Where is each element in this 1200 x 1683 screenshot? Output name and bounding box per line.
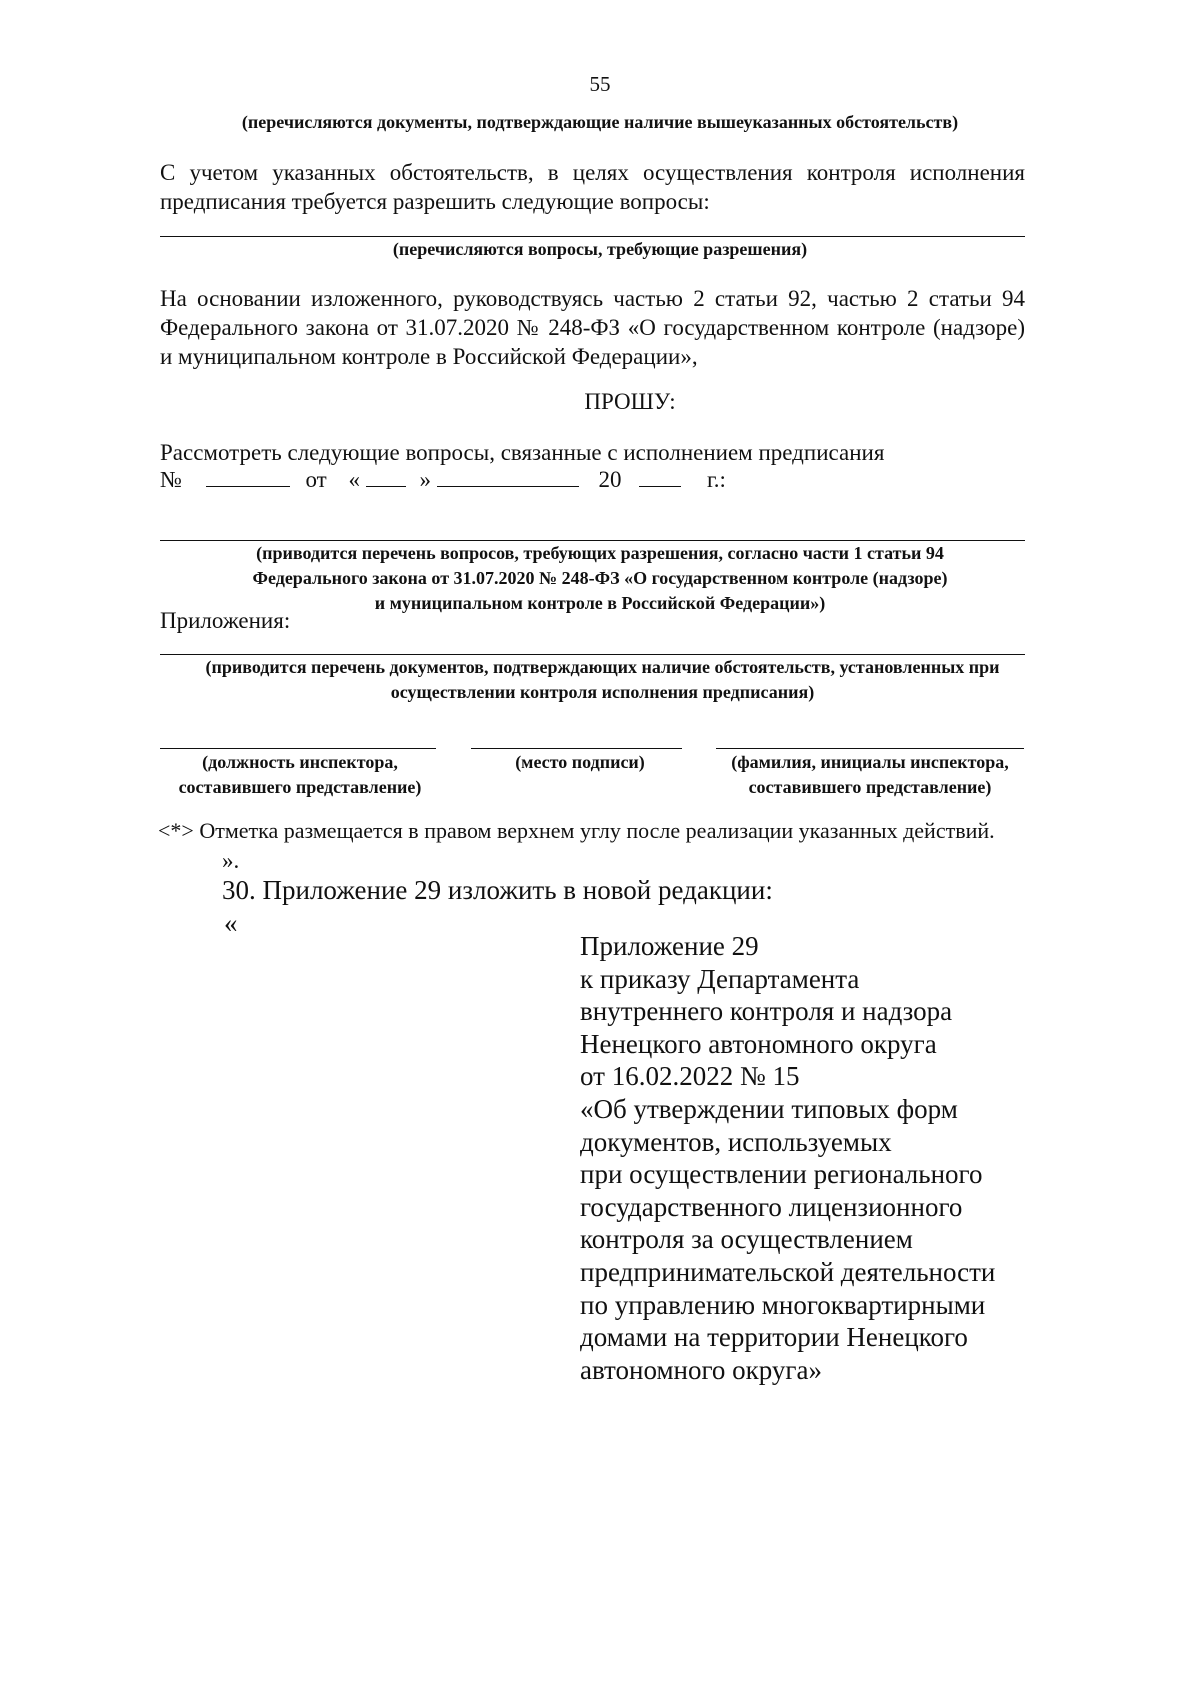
intro-line-1: С учетом указанных обстоятельств, в целях осуществления контроля исполнения	[160, 160, 1025, 185]
list-note-line-2: Федерального закона от 31.07.2020 № 248-ФЗ «О государственном контроле (надзоре)	[252, 568, 948, 588]
intro-line-2: предписания требуется разрешить следующие вопросы:	[160, 189, 710, 214]
request-line-1: Рассмотреть следующие вопросы, связанные с исполнением предписания	[160, 440, 885, 465]
annex-line: к приказу Департамента	[580, 963, 860, 994]
annex-line: Приложение 29	[580, 931, 759, 961]
name-caption-line-1: (фамилия, инициалы инспектора,	[731, 752, 1009, 772]
position-caption-line-2: составившего представление)	[178, 777, 422, 797]
attachments-label: Приложения:	[160, 608, 291, 633]
page-number: 55	[589, 72, 611, 96]
opening-quote: «	[224, 908, 238, 938]
month-blank	[437, 466, 579, 487]
annex-header	[580, 930, 1020, 1386]
day-quote-open: «	[348, 467, 360, 492]
questions-note: (перечисляются вопросы, требующие разрешения)	[392, 239, 808, 259]
annex-line: предпринимательской деятельности	[580, 1256, 996, 1287]
documents-note: (перечисляются документы, подтверждающие наличие вышеуказанных обстоятельств)	[241, 112, 959, 132]
day-quote-close: »	[419, 467, 431, 492]
year-suffix: г.:	[706, 467, 726, 492]
item-30: 30. Приложение 29 изложить в новой редакции:	[222, 875, 773, 905]
place-caption: (место подписи)	[515, 752, 645, 772]
footnote: <*> Отметка размещается в правом верхнем углу после реализации указанных действий.	[158, 818, 995, 843]
request-fill-row	[160, 465, 1025, 494]
number-blank	[206, 466, 290, 487]
annex-line: от 16.02.2022 № 15	[580, 1061, 800, 1092]
annex-line: внутреннего контроля и надзора	[580, 996, 953, 1027]
list-note	[160, 541, 1040, 616]
number-sign: №	[160, 467, 182, 492]
basis-line-3: и муниципальном контроле в Российской Федерации»,	[160, 344, 698, 369]
year-blank	[639, 466, 681, 487]
intro-paragraph	[160, 158, 1025, 216]
basis-line-1: На основании изложенного, руководствуясь частью 2 статьи 92, частью 2 статьи 94	[160, 286, 1025, 311]
name-caption-line-2: составившего представление)	[748, 777, 992, 797]
request-heading: ПРОШУ:	[584, 389, 676, 414]
annex-line: при осуществлении регионального	[580, 1159, 983, 1190]
annex-line: автономного округа»	[580, 1354, 822, 1385]
position-caption-line-1: (должность инспектора,	[202, 752, 398, 772]
name-caption	[710, 750, 1030, 800]
day-blank	[366, 466, 406, 487]
from-label: от	[305, 467, 327, 492]
attachments-note	[160, 655, 1045, 705]
list-note-line-1: (приводится перечень вопросов, требующих разрешения, согласно части 1 статьи 94	[256, 543, 944, 563]
list-note-line-3: и муниципальном контроле в Российской Федерации»)	[374, 593, 826, 613]
annex-line: «Об утверждении типовых форм	[580, 1093, 958, 1124]
annex-line: по управлению многоквартирными	[580, 1289, 986, 1320]
annex-line: контроля за осуществлением	[580, 1224, 913, 1255]
name-rule	[716, 748, 1024, 749]
basis-line-2: Федерального закона от 31.07.2020 № 248-ФЗ «О государственном контроле (надзоре)	[160, 315, 1025, 340]
annex-line: документов, используемых	[580, 1126, 892, 1157]
place-rule	[471, 748, 682, 749]
attachments-note-line-2: осуществлении контроля исполнения предписания)	[390, 682, 815, 702]
closing-quote: ».	[222, 848, 240, 873]
position-rule	[160, 748, 436, 749]
year-prefix: 20	[598, 467, 622, 492]
annex-line: государственного лицензионного	[580, 1191, 963, 1222]
basis-paragraph	[160, 284, 1025, 371]
attachments-note-line-1: (приводится перечень документов, подтверждающих наличие обстоятельств, установленных при	[205, 657, 1000, 677]
annex-line: Ненецкого автономного округа	[580, 1028, 937, 1059]
position-caption	[150, 750, 450, 800]
annex-line: домами на территории Ненецкого	[580, 1322, 968, 1353]
